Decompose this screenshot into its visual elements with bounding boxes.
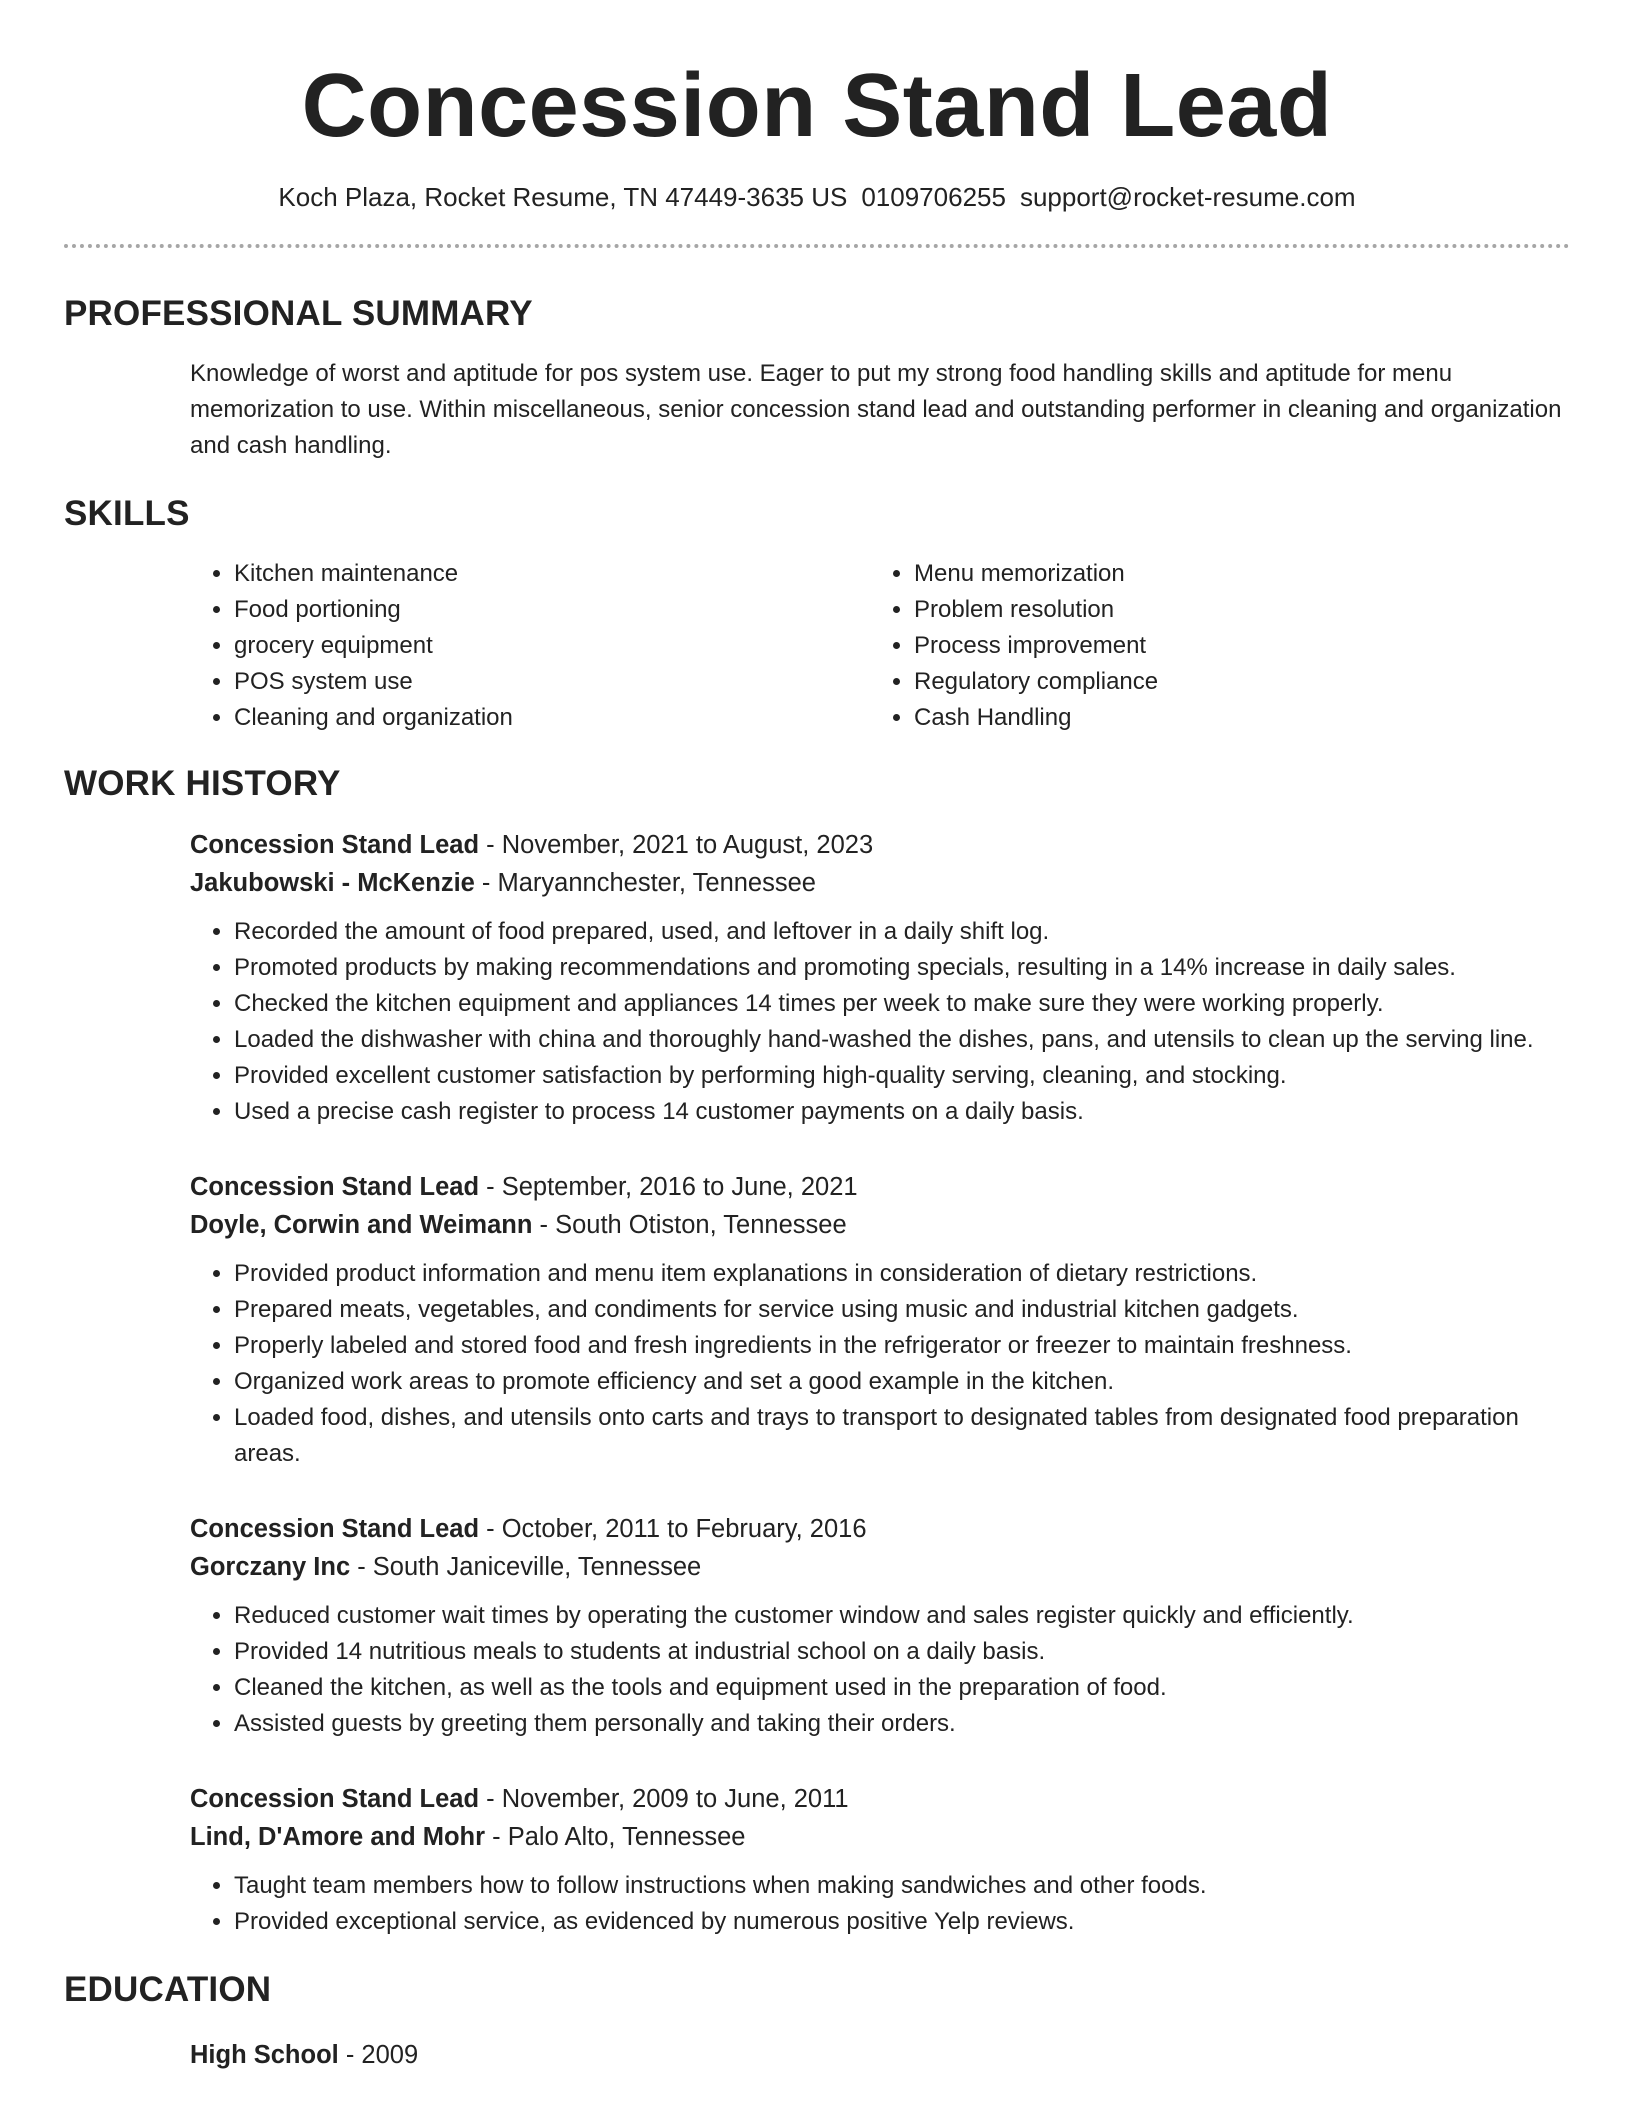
education-year: - 2009 (338, 2041, 419, 2069)
job-company: Gorczany Inc (190, 1553, 351, 1581)
job-entry (190, 1510, 1570, 1742)
skill-item: • Cleaning and organization (234, 700, 870, 736)
contact-phone: 0109706255 (861, 182, 1006, 212)
job-role: Concession Stand Lead (190, 1515, 480, 1543)
education-entry (190, 2036, 1570, 2074)
job-entry (190, 1168, 1570, 1472)
job-location: - South Otiston, Tennessee (532, 1211, 847, 1239)
job-location: - South Janiceville, Tennessee (350, 1553, 702, 1581)
job-dates: - October, 2011 to February, 2016 (479, 1515, 867, 1543)
job-bullet: • Organized work areas to promote efficiency and set a good example in the kitchen. (234, 1364, 1584, 1400)
skill-item: • Process improvement (914, 628, 1550, 664)
job-bullet: • Checked the kitchen equipment and appliances 14 times per week to make sure they were working properly. (234, 986, 1584, 1022)
job-dates: - November, 2021 to August, 2023 (479, 831, 874, 859)
job-bullet: • Taught team members how to follow instructions when making sandwiches and other foods. (234, 1868, 1584, 1904)
section-title-education: EDUCATION (64, 1970, 272, 2009)
job-bullet: • Provided exceptional service, as evidenced by numerous positive Yelp reviews. (234, 1904, 1584, 1940)
job-bullet: • Loaded food, dishes, and utensils onto carts and trays to transport to designated tables from designated food preparation areas. (234, 1400, 1584, 1472)
skill-item: • Problem resolution (914, 592, 1550, 628)
job-location: - Palo Alto, Tennessee (485, 1823, 746, 1851)
education-degree: High School (190, 2041, 339, 2069)
job-location: - Maryannchester, Tennessee (474, 869, 816, 897)
job-bullet: • Reduced customer wait times by operating the customer window and sales register quickly and efficiently. (234, 1598, 1584, 1634)
job-title-line (190, 1168, 1570, 1206)
job-bullets (190, 1598, 1584, 1742)
work-history (190, 826, 1570, 1940)
job-dates: - September, 2016 to June, 2021 (479, 1173, 858, 1201)
skill-item: • Menu memorization (914, 556, 1550, 592)
job-company: Jakubowski - McKenzie (190, 869, 475, 897)
section-title-skills: SKILLS (64, 494, 190, 533)
job-entry (190, 1780, 1570, 1940)
job-bullet: • Provided 14 nutritious meals to students at industrial school on a daily basis. (234, 1634, 1584, 1670)
job-bullet: • Used a precise cash register to process 14 customer payments on a daily basis. (234, 1094, 1584, 1130)
job-bullets (190, 914, 1584, 1130)
job-title-line (190, 1510, 1570, 1548)
job-bullet: • Provided product information and menu item explanations in consideration of dietary restrictions. (234, 1256, 1584, 1292)
contact-line (64, 180, 1570, 214)
skill-item: • Kitchen maintenance (234, 556, 870, 592)
job-company: Doyle, Corwin and Weimann (190, 1211, 533, 1239)
skills-column-right (870, 556, 1550, 736)
job-dates: - November, 2009 to June, 2011 (479, 1785, 849, 1813)
resume-name: Concession Stand Lead (301, 56, 1333, 156)
skills-list (190, 556, 1570, 736)
education-line (190, 2036, 1570, 2074)
job-title-line (190, 1780, 1570, 1818)
skill-item: • Cash Handling (914, 700, 1550, 736)
section-title-summary: PROFESSIONAL SUMMARY (64, 294, 533, 333)
job-bullet: • Loaded the dishwasher with china and thoroughly hand-washed the dishes, pans, and utensils to clean up the serving line. (234, 1022, 1584, 1058)
job-bullets (190, 1256, 1584, 1472)
summary-text: Knowledge of worst and aptitude for pos system use. Eager to put my strong food handling skills and aptitude for menu memorization to use. Within miscellaneous, senior concession stand lead and outstanding performer in cleaning and organization and cash handling. (190, 360, 1562, 459)
job-bullets (190, 1868, 1584, 1940)
job-entry (190, 826, 1570, 1130)
job-role: Concession Stand Lead (190, 1785, 480, 1813)
contact-email: support@rocket-resume.com (1019, 182, 1356, 212)
skill-item: • Food portioning (234, 592, 870, 628)
skill-item: • grocery equipment (234, 628, 870, 664)
skills-column-left (190, 556, 870, 736)
job-title-line (190, 826, 1570, 864)
job-bullet: • Promoted products by making recommendations and promoting specials, resulting in a 14% increase in daily sales. (234, 950, 1584, 986)
resume-page (64, 0, 1570, 2074)
skill-item: • Regulatory compliance (914, 664, 1550, 700)
skill-item: • POS system use (234, 664, 870, 700)
header-divider (64, 244, 1570, 248)
job-company-line (190, 864, 1570, 902)
job-bullet: • Provided excellent customer satisfaction by performing high-quality serving, cleaning, and stocking. (234, 1058, 1584, 1094)
contact-address: Koch Plaza, Rocket Resume, TN 47449-3635 US (278, 182, 848, 212)
job-company-line (190, 1548, 1570, 1586)
job-company-line (190, 1818, 1570, 1856)
job-bullet: • Cleaned the kitchen, as well as the tools and equipment used in the preparation of food. (234, 1670, 1584, 1706)
job-role: Concession Stand Lead (190, 831, 480, 859)
job-bullet: • Recorded the amount of food prepared, used, and leftover in a daily shift log. (234, 914, 1584, 950)
job-company: Lind, D'Amore and Mohr (190, 1823, 486, 1851)
job-bullet: • Prepared meats, vegetables, and condiments for service using music and industrial kitchen gadgets. (234, 1292, 1584, 1328)
section-title-work-history: WORK HISTORY (64, 764, 341, 803)
job-bullet: • Properly labeled and stored food and fresh ingredients in the refrigerator or freezer to maintain freshness. (234, 1328, 1584, 1364)
job-role: Concession Stand Lead (190, 1173, 480, 1201)
job-company-line (190, 1206, 1570, 1244)
job-bullet: • Assisted guests by greeting them personally and taking their orders. (234, 1706, 1584, 1742)
